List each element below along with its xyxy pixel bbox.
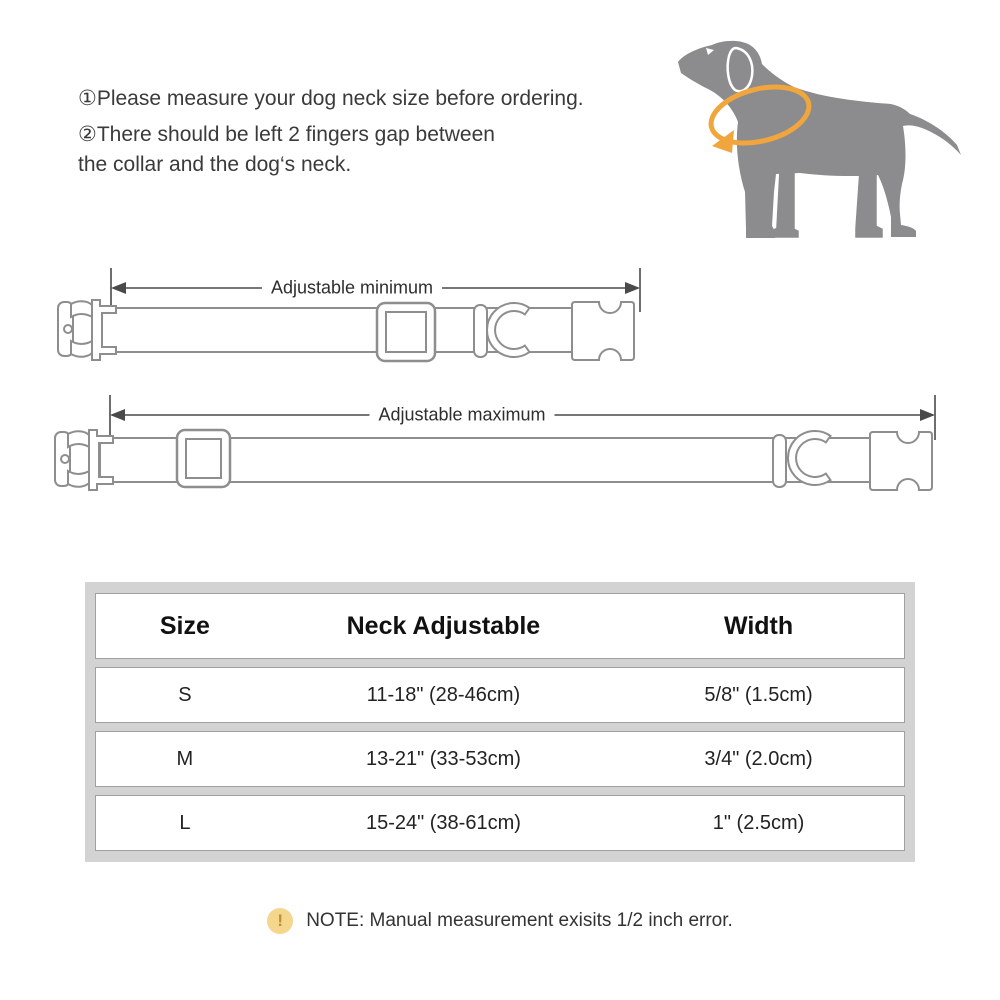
cell-neck: 15-24" (38-61cm): [365, 811, 521, 834]
exclamation-icon: !: [267, 908, 293, 934]
keeper-loop-icon: [474, 305, 487, 357]
arrowhead-right-icon: [920, 409, 935, 421]
measuring-instructions: [78, 86, 678, 177]
cell-size: S: [178, 683, 192, 706]
dog-ear: [728, 48, 753, 91]
keeper-loop-icon: [773, 435, 786, 487]
arrowhead-right-icon: [625, 282, 640, 294]
cell-size: L: [179, 811, 191, 834]
measurement-note: [0, 908, 1000, 934]
dog-silhouette-illustration: [648, 12, 993, 247]
adjustable-maximum-label: Adjustable maximum: [369, 405, 554, 426]
cell-size: M: [176, 747, 194, 770]
size-table: [85, 582, 915, 862]
arrowhead-left-icon: [111, 282, 126, 294]
cell-width: 5/8" (1.5cm): [704, 683, 813, 706]
collar-min-drawing: [58, 300, 634, 361]
column-header-neck-adjustable: Neck Adjustable: [346, 611, 541, 640]
column-header-width: Width: [723, 611, 794, 640]
instruction-line-2: ②There should be left 2 fingers gap between: [78, 123, 495, 146]
cell-neck: 11-18" (28-46cm): [366, 683, 521, 706]
table-row-size-m: [95, 731, 905, 787]
cell-neck: 13-21" (33-53cm): [365, 747, 521, 770]
cell-width: 1" (2.5cm): [712, 811, 805, 834]
table-row-size-s: [95, 667, 905, 723]
note-text: NOTE: Manual measurement exisits 1/2 inch error.: [306, 910, 733, 931]
collar-max-drawing: [55, 430, 932, 490]
arrowhead-left-icon: [110, 409, 125, 421]
dog-far-hind-leg: [854, 170, 884, 239]
instruction-line-3: the collar and the dog‘s neck.: [78, 153, 352, 176]
size-table-header-row: [95, 593, 905, 659]
cell-width: 3/4" (2.0cm): [704, 747, 813, 770]
adjustable-minimum-label: Adjustable minimum: [262, 278, 442, 299]
buckle-male-icon: [870, 432, 932, 490]
instruction-line-1: ①Please measure your dog neck size before ordering.: [78, 87, 584, 110]
buckle-male-icon: [572, 302, 634, 360]
column-header-size: Size: [159, 611, 210, 640]
table-row-size-l: [95, 795, 905, 851]
